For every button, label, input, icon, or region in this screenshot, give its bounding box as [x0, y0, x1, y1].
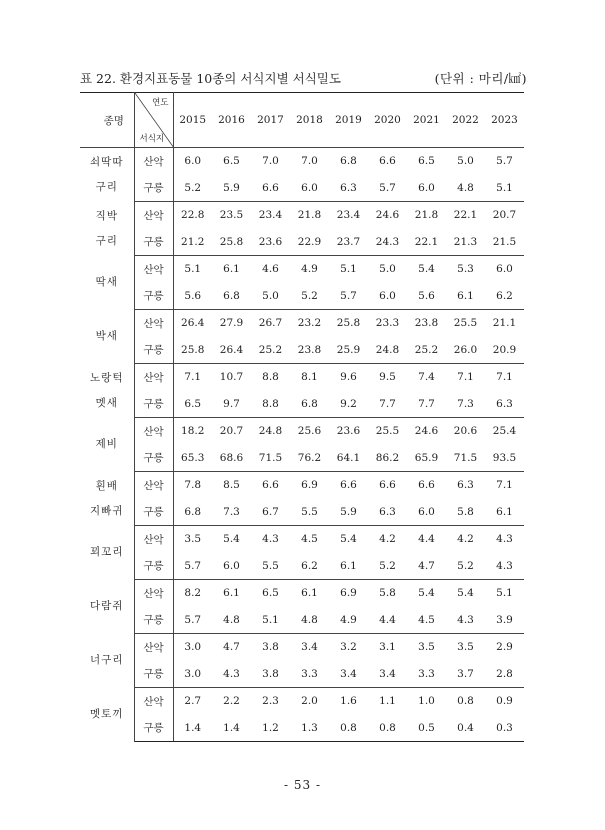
- species-name-line: 흰배: [95, 479, 118, 492]
- density-value-cell: 23.2: [297, 317, 322, 330]
- density-value-cell: 3.9: [485, 607, 524, 634]
- species-name-line: 다람쥐: [90, 600, 124, 612]
- density-value-cell: 7.1: [184, 371, 202, 384]
- density-value-cell: 0.8: [368, 715, 407, 742]
- species-name-cell: [80, 256, 134, 310]
- density-value-cell: 21.1: [492, 317, 517, 330]
- density-value-cell: 6.8: [290, 391, 329, 418]
- density-value-cell: 2.3: [262, 695, 279, 708]
- density-value-cell: 6.0: [184, 155, 202, 168]
- year-header-cell: 2021: [407, 93, 446, 148]
- density-value-cell: 4.9: [301, 263, 318, 276]
- species-name-line: 꾀꼬리: [90, 546, 124, 558]
- density-value-cell: 4.5: [407, 607, 446, 634]
- table-row: [80, 472, 524, 499]
- density-value-cell: 7.0: [301, 155, 318, 168]
- density-value-cell: 1.6: [340, 695, 357, 708]
- density-value-cell: 9.2: [329, 391, 368, 418]
- density-value-cell: 6.6: [418, 479, 435, 492]
- density-value-cell: 9.7: [212, 391, 251, 418]
- density-value-cell: 20.7: [492, 209, 517, 222]
- density-value-cell: 3.7: [446, 661, 485, 688]
- density-value-cell: 25.2: [251, 337, 290, 364]
- density-value-cell: 6.6: [379, 479, 396, 492]
- habitat-cell: 산악: [134, 256, 173, 283]
- density-value-cell: 7.1: [496, 479, 513, 492]
- density-value-cell: 3.4: [368, 661, 407, 688]
- density-value-cell: 5.9: [329, 499, 368, 526]
- habitat-cell: 산악: [134, 580, 173, 607]
- table-row: [80, 256, 524, 283]
- density-value-cell: 4.3: [262, 533, 279, 546]
- unit-label: (단위 : 마리/㎢): [434, 71, 527, 86]
- density-value-cell: 6.8: [173, 499, 212, 526]
- density-value-cell: 5.0: [379, 263, 396, 276]
- density-value-cell: 6.0: [407, 175, 446, 202]
- density-value-cell: 7.3: [212, 499, 251, 526]
- species-name-cell: [80, 472, 134, 526]
- density-value-cell: 2.9: [496, 641, 513, 654]
- density-value-cell: 4.8: [446, 175, 485, 202]
- density-value-cell: 5.4: [340, 533, 357, 546]
- density-value-cell: 25.8: [336, 317, 361, 330]
- density-value-cell: 3.5: [184, 533, 202, 546]
- habitat-cell: 구릉: [134, 715, 173, 742]
- habitat-cell: 산악: [134, 526, 173, 553]
- table-row: [80, 715, 524, 742]
- density-value-cell: 21.8: [414, 209, 439, 222]
- density-value-cell: 6.1: [223, 587, 240, 600]
- density-value-cell: 22.1: [407, 229, 446, 256]
- habitat-cell: 산악: [134, 364, 173, 391]
- density-value-cell: 25.9: [329, 337, 368, 364]
- density-value-cell: 21.8: [297, 209, 322, 222]
- density-value-cell: 7.1: [496, 371, 513, 384]
- density-value-cell: 24.8: [258, 425, 283, 438]
- density-value-cell: 5.7: [496, 155, 513, 168]
- species-name-line: 너구리: [90, 654, 124, 666]
- density-value-cell: 5.5: [251, 553, 290, 580]
- habitat-cell: 구릉: [134, 337, 173, 364]
- year-header-cell: 2022: [446, 93, 485, 148]
- density-value-cell: 3.4: [301, 641, 318, 654]
- density-value-cell: 5.2: [446, 553, 485, 580]
- species-name-line: 노랑턱: [90, 371, 124, 384]
- density-value-cell: 6.3: [485, 391, 524, 418]
- density-value-cell: 5.0: [457, 155, 474, 168]
- density-value-cell: 5.1: [251, 607, 290, 634]
- density-value-cell: 0.3: [485, 715, 524, 742]
- density-table: [80, 92, 524, 742]
- density-value-cell: 4.9: [329, 607, 368, 634]
- density-value-cell: 25.8: [173, 337, 212, 364]
- table-row: [80, 175, 524, 202]
- density-value-cell: 0.8: [457, 695, 474, 708]
- density-value-cell: 18.2: [181, 425, 205, 438]
- density-value-cell: 6.6: [379, 155, 396, 168]
- species-name-cell: [80, 580, 134, 634]
- density-value-cell: 5.7: [173, 553, 212, 580]
- species-name-line: 구리: [95, 180, 118, 193]
- density-value-cell: 5.2: [368, 553, 407, 580]
- habitat-cell: 구릉: [134, 499, 173, 526]
- density-value-cell: 5.3: [457, 263, 474, 276]
- density-value-cell: 6.1: [329, 553, 368, 580]
- density-value-cell: 5.8: [379, 587, 396, 600]
- year-header-cell: 2016: [212, 93, 251, 148]
- density-value-cell: 25.2: [407, 337, 446, 364]
- density-value-cell: 1.4: [212, 715, 251, 742]
- density-value-cell: 22.9: [290, 229, 329, 256]
- density-value-cell: 6.6: [251, 175, 290, 202]
- density-value-cell: 22.1: [453, 209, 478, 222]
- table-row: [80, 229, 524, 256]
- density-value-cell: 23.6: [336, 425, 361, 438]
- density-value-cell: 1.2: [251, 715, 290, 742]
- density-value-cell: 6.0: [407, 499, 446, 526]
- density-value-cell: 20.7: [219, 425, 244, 438]
- density-value-cell: 5.7: [173, 607, 212, 634]
- species-name-line: 지빠귀: [90, 504, 124, 517]
- density-value-cell: 23.3: [375, 317, 400, 330]
- density-value-cell: 5.4: [418, 587, 435, 600]
- density-value-cell: 5.1: [496, 587, 513, 600]
- species-name-cell: [80, 310, 134, 364]
- density-value-cell: 3.4: [329, 661, 368, 688]
- density-value-cell: 5.6: [173, 283, 212, 310]
- density-value-cell: 5.9: [212, 175, 251, 202]
- habitat-cell: 구릉: [134, 283, 173, 310]
- species-name-cell: [80, 202, 134, 256]
- table-row: [80, 418, 524, 445]
- density-value-cell: 5.5: [290, 499, 329, 526]
- density-value-cell: 3.5: [418, 641, 435, 654]
- density-value-cell: 8.8: [262, 371, 279, 384]
- species-name-cell: [80, 526, 134, 580]
- habitat-cell: 구릉: [134, 229, 173, 256]
- density-value-cell: 25.6: [297, 425, 322, 438]
- density-value-cell: 6.0: [290, 175, 329, 202]
- table-row: [80, 688, 524, 715]
- density-value-cell: 4.7: [223, 641, 240, 654]
- density-value-cell: 21.2: [173, 229, 212, 256]
- density-value-cell: 2.7: [184, 695, 202, 708]
- density-value-cell: 26.4: [181, 317, 205, 330]
- density-value-cell: 6.0: [496, 263, 513, 276]
- density-value-cell: 5.7: [368, 175, 407, 202]
- table-row: [80, 283, 524, 310]
- density-value-cell: 7.3: [446, 391, 485, 418]
- year-header-cell: 2023: [485, 93, 524, 148]
- habitat-header-label: 서식지: [139, 134, 165, 144]
- density-value-cell: 4.4: [368, 607, 407, 634]
- density-value-cell: 24.8: [368, 337, 407, 364]
- density-value-cell: 21.3: [446, 229, 485, 256]
- habitat-cell: 구릉: [134, 391, 173, 418]
- habitat-cell: 구릉: [134, 607, 173, 634]
- density-value-cell: 71.5: [446, 445, 485, 472]
- density-value-cell: 3.1: [379, 641, 396, 654]
- density-value-cell: 0.9: [496, 695, 513, 708]
- density-value-cell: 20.9: [485, 337, 524, 364]
- table-row: [80, 364, 524, 391]
- density-value-cell: 6.3: [457, 479, 474, 492]
- table-row: [80, 580, 524, 607]
- habitat-cell: 산악: [134, 418, 173, 445]
- habitat-cell: 산악: [134, 148, 173, 175]
- density-value-cell: 68.6: [212, 445, 251, 472]
- species-header-label: 종명: [103, 114, 124, 127]
- density-value-cell: 6.5: [173, 391, 212, 418]
- density-value-cell: 5.6: [407, 283, 446, 310]
- species-name-line: 멧새: [95, 396, 118, 409]
- density-value-cell: 23.4: [336, 209, 361, 222]
- species-name-cell: [80, 148, 134, 202]
- density-value-cell: 8.2: [184, 587, 202, 600]
- species-name-line: 구리: [95, 234, 118, 247]
- density-value-cell: 21.5: [485, 229, 524, 256]
- density-value-cell: 5.7: [329, 283, 368, 310]
- table-header: [80, 93, 524, 148]
- table-row: [80, 310, 524, 337]
- density-value-cell: 5.1: [184, 263, 202, 276]
- density-value-cell: 26.4: [212, 337, 251, 364]
- table-row: [80, 661, 524, 688]
- density-value-cell: 9.6: [340, 371, 357, 384]
- density-value-cell: 6.3: [329, 175, 368, 202]
- density-value-cell: 4.7: [407, 553, 446, 580]
- density-value-cell: 4.4: [418, 533, 435, 546]
- species-name-cell: [80, 634, 134, 688]
- density-value-cell: 4.8: [212, 607, 251, 634]
- density-value-cell: 5.0: [251, 283, 290, 310]
- year-header-label: 연도: [152, 98, 169, 108]
- density-value-cell: 6.8: [340, 155, 357, 168]
- density-value-cell: 86.2: [368, 445, 407, 472]
- table-body: [80, 148, 524, 742]
- density-value-cell: 4.2: [379, 533, 396, 546]
- density-value-cell: 25.8: [212, 229, 251, 256]
- density-value-cell: 5.2: [290, 283, 329, 310]
- density-value-cell: 3.3: [407, 661, 446, 688]
- density-value-cell: 1.4: [173, 715, 212, 742]
- density-value-cell: 6.1: [301, 587, 318, 600]
- habitat-cell: 구릉: [134, 445, 173, 472]
- table-row: [80, 634, 524, 661]
- density-value-cell: 4.6: [262, 263, 279, 276]
- table-row: [80, 148, 524, 175]
- density-value-cell: 4.3: [212, 661, 251, 688]
- density-value-cell: 6.6: [262, 479, 279, 492]
- density-value-cell: 24.3: [368, 229, 407, 256]
- density-value-cell: 25.4: [492, 425, 517, 438]
- habitat-cell: 구릉: [134, 553, 173, 580]
- density-value-cell: 65.9: [407, 445, 446, 472]
- density-value-cell: 4.2: [457, 533, 474, 546]
- habitat-cell: 산악: [134, 688, 173, 715]
- density-value-cell: 2.2: [223, 695, 240, 708]
- density-value-cell: 8.5: [223, 479, 240, 492]
- density-value-cell: 6.9: [340, 587, 357, 600]
- density-value-cell: 5.2: [173, 175, 212, 202]
- density-value-cell: 6.5: [223, 155, 240, 168]
- habitat-cell: 구릉: [134, 661, 173, 688]
- density-value-cell: 1.0: [418, 695, 435, 708]
- year-header-cell: 2019: [329, 93, 368, 148]
- density-value-cell: 6.1: [446, 283, 485, 310]
- density-value-cell: 5.4: [223, 533, 240, 546]
- density-value-cell: 6.2: [290, 553, 329, 580]
- density-value-cell: 23.6: [251, 229, 290, 256]
- table-row: [80, 337, 524, 364]
- density-value-cell: 6.8: [212, 283, 251, 310]
- habitat-cell: 구릉: [134, 175, 173, 202]
- density-value-cell: 65.3: [173, 445, 212, 472]
- table-row: [80, 391, 524, 418]
- density-value-cell: 64.1: [329, 445, 368, 472]
- density-value-cell: 3.8: [251, 661, 290, 688]
- density-value-cell: 6.1: [485, 499, 524, 526]
- density-value-cell: 23.8: [290, 337, 329, 364]
- habitat-cell: 산악: [134, 202, 173, 229]
- density-value-cell: 27.9: [219, 317, 244, 330]
- table-row: [80, 499, 524, 526]
- density-value-cell: 6.0: [368, 283, 407, 310]
- density-value-cell: 76.2: [290, 445, 329, 472]
- density-value-cell: 3.2: [340, 641, 357, 654]
- density-value-cell: 8.1: [301, 371, 318, 384]
- table-row: [80, 553, 524, 580]
- density-value-cell: 23.4: [258, 209, 283, 222]
- year-header-cell: 2015: [173, 93, 212, 148]
- density-value-cell: 7.1: [457, 371, 474, 384]
- density-value-cell: 26.0: [446, 337, 485, 364]
- density-value-cell: 1.3: [290, 715, 329, 742]
- year-header-cell: 2017: [251, 93, 290, 148]
- density-value-cell: 3.3: [290, 661, 329, 688]
- density-value-cell: 23.7: [329, 229, 368, 256]
- density-value-cell: 0.5: [407, 715, 446, 742]
- species-name-line: 직박: [95, 209, 118, 222]
- density-value-cell: 20.6: [453, 425, 478, 438]
- table-title: 표 22. 환경지표동물 10종의 서식지별 서식밀도: [80, 71, 341, 86]
- density-value-cell: 23.5: [219, 209, 244, 222]
- density-value-cell: 6.2: [485, 283, 524, 310]
- density-value-cell: 24.6: [414, 425, 439, 438]
- species-name-cell: [80, 418, 134, 472]
- density-value-cell: 6.9: [301, 479, 318, 492]
- habitat-cell: 산악: [134, 310, 173, 337]
- density-value-cell: 9.5: [379, 371, 396, 384]
- density-value-cell: 8.8: [251, 391, 290, 418]
- density-value-cell: 6.5: [262, 587, 279, 600]
- year-habitat-corner-header: [134, 93, 173, 148]
- density-value-cell: 4.3: [485, 553, 524, 580]
- density-value-cell: 6.0: [212, 553, 251, 580]
- table-row: [80, 526, 524, 553]
- density-value-cell: 5.1: [485, 175, 524, 202]
- density-value-cell: 10.7: [219, 371, 244, 384]
- species-name-cell: [80, 688, 134, 742]
- table-caption-row: [80, 70, 527, 86]
- density-value-cell: 6.3: [368, 499, 407, 526]
- species-column-header: [80, 93, 134, 148]
- density-value-cell: 25.5: [453, 317, 478, 330]
- species-name-line: 딱새: [95, 276, 118, 288]
- density-value-cell: 3.0: [184, 641, 202, 654]
- species-name-cell: [80, 364, 134, 418]
- density-value-cell: 7.0: [262, 155, 279, 168]
- density-value-cell: 22.8: [181, 209, 205, 222]
- density-value-cell: 3.8: [262, 641, 279, 654]
- header-row: [80, 93, 524, 148]
- density-value-cell: 2.8: [485, 661, 524, 688]
- density-value-cell: 25.5: [375, 425, 400, 438]
- density-value-cell: 6.1: [223, 263, 240, 276]
- density-value-cell: 0.8: [329, 715, 368, 742]
- density-value-cell: 6.6: [340, 479, 357, 492]
- density-value-cell: 4.5: [301, 533, 318, 546]
- density-value-cell: 4.3: [446, 607, 485, 634]
- table-row: [80, 202, 524, 229]
- density-value-cell: 4.3: [496, 533, 513, 546]
- density-value-cell: 7.8: [184, 479, 202, 492]
- density-value-cell: 2.0: [301, 695, 318, 708]
- density-value-cell: 5.1: [340, 263, 357, 276]
- species-name-line: 멧토끼: [90, 708, 124, 720]
- density-value-cell: 5.4: [457, 587, 474, 600]
- density-value-cell: 0.4: [446, 715, 485, 742]
- density-value-cell: 93.5: [485, 445, 524, 472]
- density-value-cell: 23.8: [414, 317, 439, 330]
- species-name-line: 쇠딱따: [90, 155, 124, 168]
- density-value-cell: 7.4: [418, 371, 435, 384]
- page-number: - 53 -: [283, 778, 321, 792]
- species-name-line: 제비: [95, 438, 118, 450]
- density-value-cell: 4.8: [290, 607, 329, 634]
- table-row: [80, 445, 524, 472]
- density-value-cell: 3.0: [173, 661, 212, 688]
- density-value-cell: 6.7: [251, 499, 290, 526]
- species-name-line: 박새: [95, 330, 118, 342]
- density-value-cell: 26.7: [258, 317, 283, 330]
- density-value-cell: 1.1: [379, 695, 396, 708]
- table-row: [80, 607, 524, 634]
- year-header-cell: 2018: [290, 93, 329, 148]
- density-value-cell: 6.5: [418, 155, 435, 168]
- density-value-cell: 24.6: [375, 209, 400, 222]
- density-value-cell: 7.7: [407, 391, 446, 418]
- density-value-cell: 5.4: [418, 263, 435, 276]
- year-header-cell: 2020: [368, 93, 407, 148]
- density-value-cell: 71.5: [251, 445, 290, 472]
- density-value-cell: 3.5: [457, 641, 474, 654]
- density-value-cell: 7.7: [368, 391, 407, 418]
- density-value-cell: 5.8: [446, 499, 485, 526]
- habitat-cell: 산악: [134, 634, 173, 661]
- habitat-cell: 산악: [134, 472, 173, 499]
